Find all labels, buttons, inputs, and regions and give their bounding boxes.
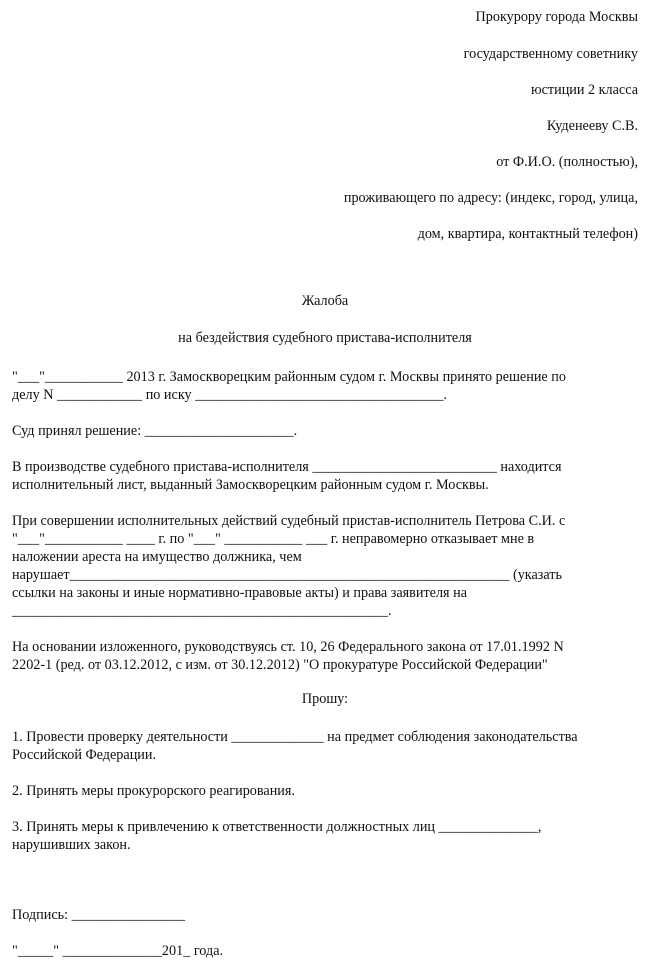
document-title: Жалоба <box>301 293 349 309</box>
paragraph-3-line-2: исполнительный лист, выданный Замоскворецким районным судом г. Москвы. <box>12 477 489 493</box>
paragraph-3-line-1: В производстве судебного пристава-исполнителя __________________________ находится <box>12 459 562 475</box>
request-item-1-line-1: 1. Провести проверку деятельности _____________ на предмет соблюдения законодательства <box>12 729 578 745</box>
request-heading: Прошу: <box>301 691 349 707</box>
paragraph-4-line-5: ссылки на законы и иные нормативно-правовые акты) и права заявителя на <box>12 585 467 601</box>
sender-line-2: проживающего по адресу: (индекс, город, улица, <box>343 190 638 206</box>
addressee-line-4: Куденееву С.В. <box>546 118 638 134</box>
addressee-line-2: государственному советнику <box>463 46 638 62</box>
paragraph-2-line-1: Суд принял решение: _____________________. <box>12 423 298 439</box>
request-item-2-line-1: 2. Принять меры прокурорского реагирования. <box>12 783 295 799</box>
paragraph-4-line-4: нарушает______________________________________________________________ (указать <box>12 567 562 583</box>
addressee-line-1: Прокурору города Москвы <box>475 9 638 25</box>
sender-line-3: дом, квартира, контактный телефон) <box>417 226 638 242</box>
paragraph-4-line-6: _____________________________________________________. <box>12 603 392 619</box>
paragraph-4-line-3: наложении ареста на имущество должника, чем <box>12 549 302 565</box>
date-line: "_____" ______________201_ года. <box>12 943 224 959</box>
request-item-3-line-2: нарушивших закон. <box>12 837 131 853</box>
sender-line-1: от Ф.И.О. (полностью), <box>496 154 638 170</box>
addressee-line-3: юстиции 2 класса <box>531 82 638 98</box>
paragraph-5-line-1: На основании изложенного, руководствуясь ст. 10, 26 Федерального закона от 17.01.1992 N <box>12 639 564 655</box>
paragraph-1-line-1: "___"___________ 2013 г. Замоскворецким районным судом г. Москвы принято решение по <box>12 369 566 385</box>
request-item-3-line-1: 3. Принять меры к привлечению к ответственности должностных лиц ______________, <box>12 819 542 835</box>
signature-line: Подпись: ________________ <box>12 907 186 923</box>
paragraph-1-line-2: делу N ____________ по иску ___________________________________. <box>12 387 447 403</box>
request-item-1-line-2: Российской Федерации. <box>12 747 157 763</box>
paragraph-4-line-2: "___"___________ ____ г. по "___" ___________ ___ г. неправомерно отказывает мне в <box>12 531 535 547</box>
paragraph-5-line-2: 2202-1 (ред. от 03.12.2012, с изм. от 30.12.2012) "О прокуратуре Российской Федерации" <box>12 657 548 673</box>
paragraph-4-line-1: При совершении исполнительных действий судебный пристав-исполнитель Петрова С.И. с <box>12 513 566 529</box>
document-subtitle: на бездействия судебного пристава-исполнителя <box>178 330 472 346</box>
